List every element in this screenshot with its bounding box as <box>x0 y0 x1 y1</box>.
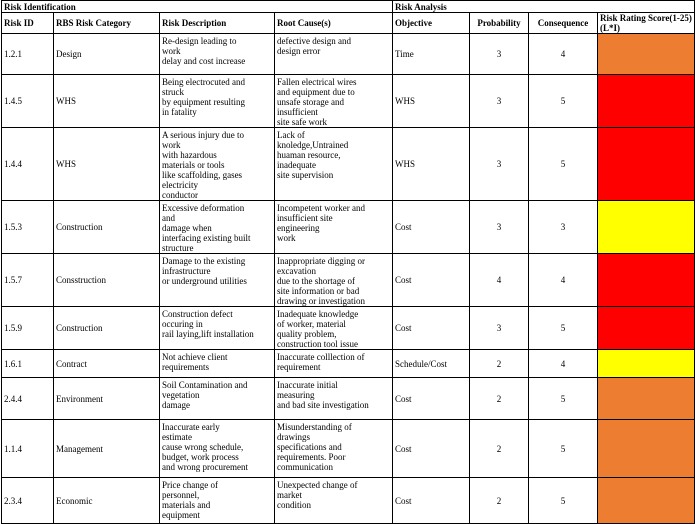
table-row <box>2 350 695 378</box>
risk-rating-cell <box>598 128 695 201</box>
risk-rating-cell <box>598 420 695 478</box>
table-row <box>2 254 695 307</box>
risk-rating-cell <box>598 254 695 307</box>
description-cell: Damage to the existing infrastructure or underground utilities <box>160 254 275 307</box>
group-risk-identification: Risk Identification <box>2 1 393 13</box>
category-cell: WHS <box>54 128 160 201</box>
header-group-row <box>2 1 695 13</box>
root-cause-cell: Lack of knoledge,Untrained huaman resource, inadequate site supervision <box>275 128 393 201</box>
description-cell: Not achieve client requirements <box>160 350 275 378</box>
risk-rating-cell <box>598 307 695 350</box>
consequence-cell: 3 <box>529 201 598 254</box>
table-row <box>2 201 695 254</box>
description-cell: A serious injury due to work with hazardous materials or tools like scaffolding, gases electricity conductor <box>160 128 275 201</box>
table-row <box>2 75 695 128</box>
objective-cell: WHS <box>393 75 470 128</box>
risk-rating-cell <box>598 34 695 75</box>
category-cell: Consstruction <box>54 254 160 307</box>
category-cell: Construction <box>54 201 160 254</box>
consequence-cell: 5 <box>529 307 598 350</box>
root-cause-cell: Inaccurate colllection of requirement <box>275 350 393 378</box>
objective-cell: Cost <box>393 201 470 254</box>
category-cell: Construction <box>54 307 160 350</box>
category-cell: Environment <box>54 378 160 420</box>
col-probability: Probability <box>470 13 529 34</box>
probability-cell: 3 <box>470 34 529 75</box>
header-row <box>2 13 695 34</box>
category-cell: Economic <box>54 478 160 524</box>
probability-cell: 2 <box>470 478 529 524</box>
probability-cell: 2 <box>470 378 529 420</box>
objective-cell: Cost <box>393 420 470 478</box>
consequence-cell: 4 <box>529 350 598 378</box>
objective-cell: WHS <box>393 128 470 201</box>
col-risk-description: Risk Description <box>160 13 275 34</box>
col-consequence: Consequence <box>529 13 598 34</box>
risk-rating-cell <box>598 75 695 128</box>
risk-rating-cell <box>598 201 695 254</box>
col-risk-id: Risk ID <box>2 13 54 34</box>
probability-cell: 2 <box>470 420 529 478</box>
consequence-cell: 4 <box>529 34 598 75</box>
objective-cell: Cost <box>393 478 470 524</box>
probability-cell: 3 <box>470 307 529 350</box>
probability-cell: 3 <box>470 128 529 201</box>
risk-id-cell: 1.5.9 <box>2 307 54 350</box>
table-row <box>2 420 695 478</box>
table-row <box>2 34 695 75</box>
probability-cell: 4 <box>470 254 529 307</box>
probability-cell: 2 <box>470 350 529 378</box>
objective-cell: Cost <box>393 254 470 307</box>
objective-cell: Time <box>393 34 470 75</box>
risk-rating-cell <box>598 478 695 524</box>
table-row <box>2 307 695 350</box>
col-rbs-category: RBS Risk Category <box>54 13 160 34</box>
consequence-cell: 5 <box>529 75 598 128</box>
group-risk-analysis: Risk Analysis <box>393 1 695 13</box>
risk-id-cell: 1.4.4 <box>2 128 54 201</box>
table-row <box>2 378 695 420</box>
category-cell: Design <box>54 34 160 75</box>
probability-cell: 3 <box>470 201 529 254</box>
description-cell: Inaccurate early estimate cause wrong schedule, budget, work process and wrong procurement <box>160 420 275 478</box>
description-cell: Re-design leading to work delay and cost increase <box>160 34 275 75</box>
consequence-cell: 5 <box>529 420 598 478</box>
root-cause-cell: Unexpected change of market condition <box>275 478 393 524</box>
description-cell: Construction defect occuring in rail laying,lift installation <box>160 307 275 350</box>
risk-id-cell: 2.4.4 <box>2 378 54 420</box>
root-cause-cell: Inaccurate initial measuring and bad site investigation <box>275 378 393 420</box>
risk-id-cell: 1.5.3 <box>2 201 54 254</box>
objective-cell: Cost <box>393 307 470 350</box>
root-cause-cell: Inadequate knowledge of worker, material quality problem, construction tool issue <box>275 307 393 350</box>
risk-id-cell: 1.2.1 <box>2 34 54 75</box>
description-cell: Soil Contamination and vegetation damage <box>160 378 275 420</box>
category-cell: Management <box>54 420 160 478</box>
consequence-cell: 5 <box>529 478 598 524</box>
risk-id-cell: 1.1.4 <box>2 420 54 478</box>
table-row <box>2 478 695 524</box>
description-cell: Excessive deformation and damage when interfacing existing built structure <box>160 201 275 254</box>
root-cause-cell: defective design and design error <box>275 34 393 75</box>
category-cell: Contract <box>54 350 160 378</box>
risk-rows <box>2 34 695 524</box>
risk-rating-cell <box>598 378 695 420</box>
risk-register-table <box>1 0 695 524</box>
risk-id-cell: 2.3.4 <box>2 478 54 524</box>
risk-rating-cell <box>598 350 695 378</box>
risk-id-cell: 1.5.7 <box>2 254 54 307</box>
root-cause-cell: Incompetent worker and insufficient site engineering work <box>275 201 393 254</box>
consequence-cell: 5 <box>529 128 598 201</box>
consequence-cell: 4 <box>529 254 598 307</box>
col-risk-rating: Risk Rating Score(1-25) (L*I) <box>598 13 695 34</box>
objective-cell: Cost <box>393 378 470 420</box>
risk-id-cell: 1.4.5 <box>2 75 54 128</box>
description-cell: Being electrocuted and struck by equipment resulting in fatality <box>160 75 275 128</box>
category-cell: WHS <box>54 75 160 128</box>
root-cause-cell: Fallen electrical wires and equipment due to unsafe storage and insufficient site safe work <box>275 75 393 128</box>
consequence-cell: 5 <box>529 378 598 420</box>
root-cause-cell: Inappropriate digging or excavation due to the shortage of site information or bad drawing or investigation <box>275 254 393 307</box>
col-root-cause: Root Cause(s) <box>275 13 393 34</box>
col-objective: Objective <box>393 13 470 34</box>
risk-id-cell: 1.6.1 <box>2 350 54 378</box>
table-row <box>2 128 695 201</box>
root-cause-cell: Misunderstanding of drawings specifications and requirements. Poor communication <box>275 420 393 478</box>
description-cell: Price change of personnel, materials and equipment <box>160 478 275 524</box>
probability-cell: 3 <box>470 75 529 128</box>
objective-cell: Schedule/Cost <box>393 350 470 378</box>
